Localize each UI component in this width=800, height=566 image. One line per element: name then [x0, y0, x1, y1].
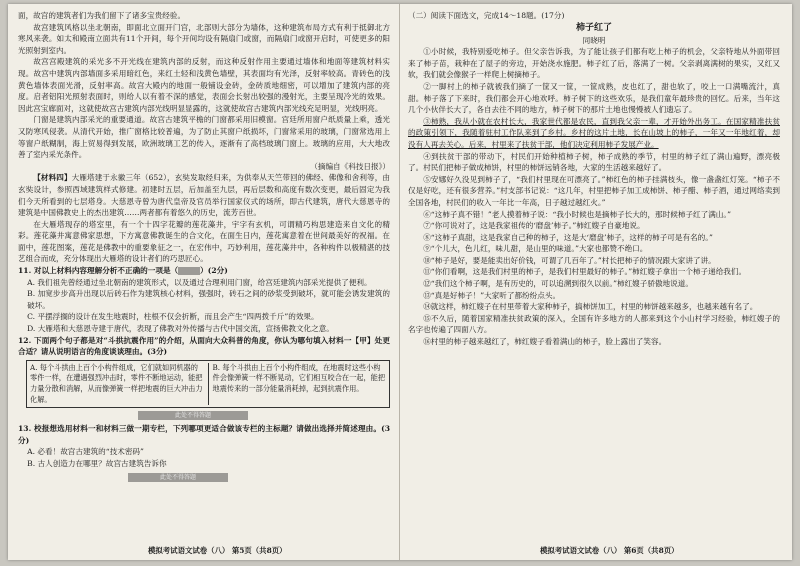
page-footer: 模拟考试语文试卷（八） 第6页（共8页）	[540, 546, 679, 555]
paragraph: ⑤安娜好久没见到柿子了，“我们村里现在可漂亮了。”柿红色的柿子挂满枝头，像一盏盏红灯笼。“柿子不仅是好吃，还有很多营养。”村支部书记说：“这几年，村里把柿子加工成柿饼、柿子醋、柿子酒，通过网络卖到全国各地，村民们的收入一年比一年高，日子越过越红火。”	[408, 174, 780, 207]
paragraph: ⑮不久后，随着国家精准扶贫政策的深入，全国有许多地方的人都来到这个小山村学习经验，柿红嫂子的名字也传遍了四面八方。	[408, 313, 780, 335]
option-a: A. 必看！故宫古建筑的“技术密码”	[27, 447, 144, 457]
paragraph: 大雁塔建于永徽三年（652），玄奘发取经归来，为供奉从天竺带回的佛经、佛像和舍利等，由玄奘设计，参照西域建筑样式修建。初建时五层，后加盖至九层，再后层数和高度有数次变更，最后固定为我们今天所看到的七层塔身。大慈恩寺曾为唐代皇帝及官员举行国家仪式的场所，即古代建筑，唐代大慈恩寺的建筑是中国佛教史上的杰出建筑……两者都有着悠久的历史，流芳百世。	[18, 173, 390, 218]
article-title: 柿子红了	[575, 22, 612, 33]
page-6-column	[408, 10, 780, 550]
option-a: A. 我们祖先曾经通过坐北朝南的建筑形式，以及通过合理利用门窗，给宫廷建筑内部采光提供了便利。	[27, 277, 372, 287]
paragraph: 故宫宫殿建筑的采光多不开光线在建筑内部的反射，而这种反射作用主要通过墙体和地面等建筑材料实现。故宫中建筑内部墙面多采用暗红色，来红土轻和浅黄色墙壁，其表面均有光泽，反射率较高。青砖色的浅黄色墙体表面光滑，反射率高。故宫大殿内的地面一般铺设金砖，金砖质地细密，可以增加了建筑内部的亮度。启者铝阳光照射表面时，则给人以有着不深的感觉，表面会长射出较强的漫射光，主要呈现冷光的效果。因此宫宝廊面对，这就使故宫古建筑内部光线明显显露的，这就使故宫古建筑内部光线充足明显，光线明亮。	[18, 57, 390, 113]
section-heading: （二）阅读下面选文，完成14～18题。(17分)	[408, 11, 565, 20]
material-four	[18, 172, 390, 218]
option-a-box: A. 每个斗拱由上百个小构件组成，它们就如同机器的零件一样，在遭遇强烈冲击时，零件不断地运动，能把力量分散和消解，从而像弹簧一样把地震的巨大冲击力化解。	[30, 362, 203, 404]
question-12: 12. 下面两个句子都是对“斗拱抗震作用”的介绍，从面向大众科普的角度，你认为哪句填入材料一【甲】处更合适？请从说明语言的角度谈谈理由。(3分)	[18, 335, 390, 357]
option-c: C. 平摆浮搁的设计在发生地震时，柱根不仅会折断，而且会产生“四两拨千斤”的效果。	[27, 312, 319, 322]
sentence-options-box	[26, 360, 390, 408]
paragraph: ⑨“个儿大，色儿红，味儿甜，是山里的味道。”大家也都赞不绝口。	[423, 244, 648, 254]
paragraph: 在大雁塔现存的塔室里，有一个十四字花瓣的莲花藻井，宇字有玄机，可谓精巧构思建造来自文化的精彩。莲花藻井寓意佛家思想，下方寓意佛教诞生的合文化，在面生日内，莲花寓意着在世间最美好的祝福。在面中，莲花图案，莲花是佛教中的重要象征之一，在宏伟中，巧妙利用，莲花藻井中，各种构件以极精湛的技艺组合而成，充分体现出大雁塔的设计者们的巧思匠心。	[18, 219, 390, 264]
answer-blank[interactable]	[178, 267, 200, 275]
paragraph: ⑧“这柿子真甜，这是我家自己种的柿子，这是大‘磨盘’柿子，这样的柿子可是有名的。”	[423, 232, 713, 242]
paragraph: 面，故宫的建筑者们为我们留下了诸多宝贵经验。	[18, 11, 186, 20]
paragraph: ⑥“这柿子真不错！”老人摸着柿子说：“我小时候也是摘柿子长大的，那时候柿子红了满山。”	[423, 209, 732, 219]
paragraph: ⑪“你们看啊，这是我们村里的柿子，是我们村里最好的柿子。”柿红嫂子拿出一个柿子递给我们。	[423, 267, 747, 277]
paragraph: ⑩“柿子是好，要是能卖出好价钱，可谓了几百年了。”村长把柿子的情况跟大家讲了讲。	[423, 255, 716, 265]
option-b-box: B. 每个斗拱由上百个小构件组成，在地震时这些小构件会像弹簧一样不断晃动，它们相互咬合在一起，能把地震传来的一部分能量消耗掉，起到抗震作用。	[212, 362, 386, 393]
source-citation: （摘编自《科技日报》）	[310, 161, 390, 171]
answer-area[interactable]: 此处不得答题	[138, 411, 248, 420]
page-footer: 模拟考试语文试卷（八） 第5页（共8页）	[148, 546, 287, 555]
question-11: 11. 对以上材料内容理解分析不正确的一项是（ ）(2分)	[18, 266, 228, 276]
paragraph: ⑫“我们这个柿子啊，是有历史的，可以追溯到很久以前。”柿红嫂子骄傲地说道。	[423, 279, 693, 289]
option-b: B. 加宽步步高升出现以后砖石作为建筑核心材料，强强时，砖石之间的砂浆受到破坏，就可能会诱发建筑的破坏。	[27, 289, 390, 310]
paragraph: 门窗是建筑内部采光的重要通道。故宫古建筑平檐的门窗都采用旧模窗。宫廷所用窗户纸质量上乘，透光又防寒风侵袭。从清代开始，推广窗格比较普遍，为了防止其窗户纸损坏，门窗常采用的玻璃，门窗常选用上等窗户纸糊制，海上贸易得到发展，欧洲玻璃工艺的传入，逐渐有了高档玻璃门窗上。玻璃的应用，大大地改善了室内采光条件。	[18, 115, 390, 160]
paragraph: ⑬“真是好柿子！”大家听了都纷纷点头。	[423, 290, 561, 300]
article-author: 同晓明	[582, 35, 606, 45]
paragraph: ④到扶贫干部的带动下，村民们开始种植柿子树，柿子成熟的季节，村里的柿子红了满山遍野，漂亮极了。村民们把柿子做成柿饼，村里的柿饼远销各地，大家的生活越来越好了。	[408, 151, 780, 173]
option-d: D. 大雁塔和大慈恩寺建于唐代，表现了佛教对外传播与古代中国交流，宣扬佛教文化之意。	[27, 324, 334, 334]
question-13: 13. 校报想选用材料一和材料三做一期专栏，下列哪项更适合做该专栏的主标题？请做出选择并简述理由。(3分)	[18, 424, 390, 445]
answer-area[interactable]: 此处不得答题	[128, 473, 228, 482]
material-label: 【材料四】	[33, 173, 72, 183]
option-b: B. 古人创造力在哪里？故宫古建筑告诉你	[27, 458, 167, 468]
paragraph: ⑦“你可说对了，这是我家祖传的‘磨盘’柿子。”柿红嫂子自豪地说。	[423, 221, 645, 231]
paragraph: ①小时候，我特别爱吃柿子。但父亲告诉我，为了能让孩子们都有吃上柿子的机会，父亲特地从外面带回来了柿子苗，栽种在了屋子的旁边，开始浇水施肥。柿子红了后，落满了一树。父亲剥离满树的果实，又红又软，我们就会像猴子一样爬上树摘柿子。	[408, 47, 780, 80]
exam-sheet	[8, 4, 792, 560]
box-divider	[208, 363, 209, 405]
page-divider	[399, 4, 400, 560]
paragraph: ②一脚村上的柿子就被我们摘了一筐又一筐，一筐成熟，皮也红了，甜也软了，咬上一口满嘴流汁，真甜。柿子落了下来时，我们都会开心地欢呼。柿子树下的这些欢乐，是我们童年最珍贵的回忆。后来，当年这几个小伙伴长大了，各自去往不同的地方，柿子树下的那片土地也慢慢被人们遗忘了。	[408, 81, 780, 115]
paragraph: ⑭就这样，柿红嫂子在村里带着大家种柿子，搞柿饼加工，村里的柿饼越来越多，也越来越有名了。	[423, 302, 758, 312]
paragraph: ③柿熟，我从小就在农村长大，我家世代都是农民，直到我父亲一辈，才开始外出务工。在国家精准扶贫的政策引领下，我随着驻村工作队来到了乡村。乡村的这片土地，长在山坡上的柿子，一年又一年地红着，却没有人再去关心。后来，村里来了扶贫干部，他们决定利用柿子发展产业。	[408, 116, 780, 149]
paragraph: ⑯村里的柿子越来越红了，柿红嫂子看着满山的柿子，脸上露出了笑容。	[423, 337, 667, 347]
page-5-column	[18, 10, 390, 550]
paragraph: 故宫建筑风格以坐北朝南，即面北立面开门宫，北部则大部分为墙体，这种建筑布局方式有利于抵御北方寒风来袭。如太和殿南立面共有11个开间，每个开间均设有隔扇门或窗，而隔扇门或窗开启时，可使更多的阳光照射到室内。	[18, 22, 390, 55]
